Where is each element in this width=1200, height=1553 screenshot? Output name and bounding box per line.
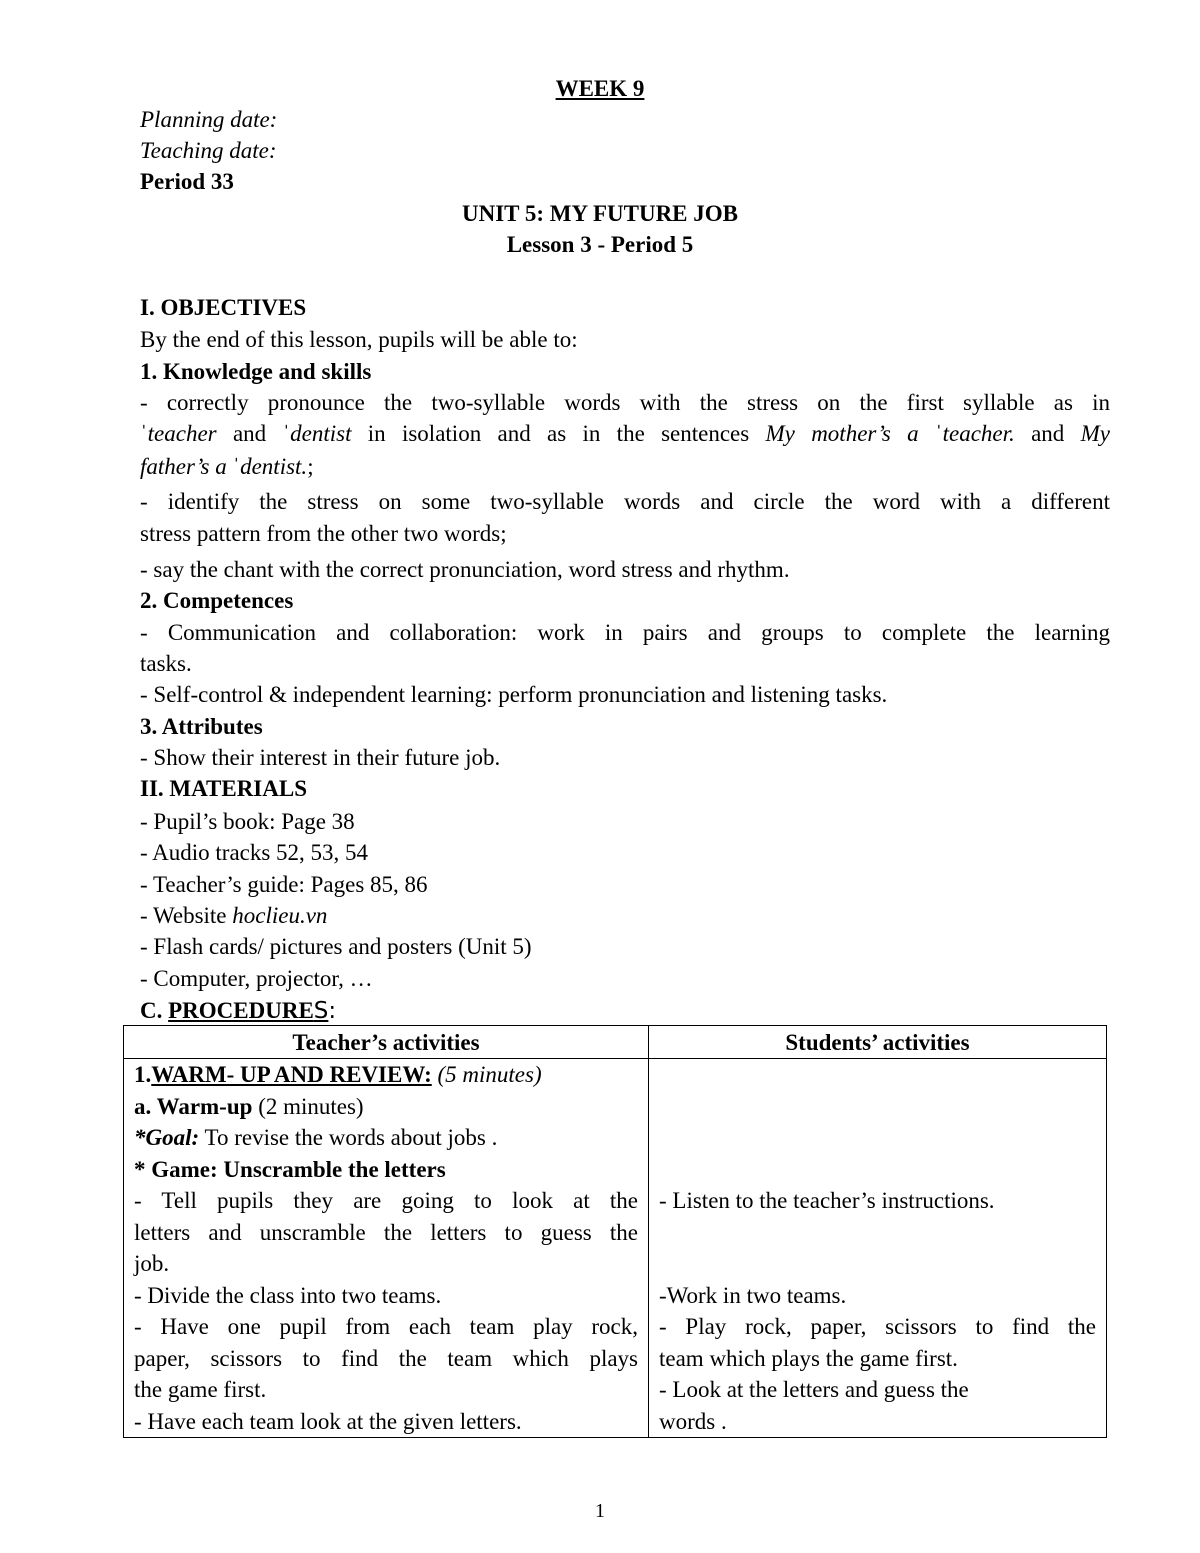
teacher-step-3-line2: paper, scissors to find the team which plays — [134, 1345, 638, 1371]
knowledge-item-1-line1: - correctly pronounce the two-syllable words with the stress on the first syllable as in — [140, 390, 1110, 415]
competence-1-line1: - Communication and collaboration: work in pairs and groups to complete the learning — [140, 620, 1110, 645]
stress-word-teacher: ˈteacher — [140, 421, 217, 446]
teacher-step-3-line1: - Have one pupil from each team play rock, — [134, 1314, 638, 1339]
student-activities-cell — [649, 1059, 1107, 1438]
table-row — [124, 1059, 1107, 1438]
teacher-step-4: - Have each team look at the given letters. — [134, 1408, 522, 1434]
unit-title: UNIT 5: MY FUTURE JOB — [461, 201, 738, 226]
knowledge-item-2-line2: stress pattern from the other two words; — [140, 521, 507, 546]
col-header-teacher: Teacher’s activities — [124, 1026, 649, 1059]
planning-date: Planning date: — [140, 107, 278, 132]
student-step-2: -Work in two teams. — [659, 1282, 847, 1308]
material-3: - Teacher’s guide: Pages 85, 86 — [140, 872, 428, 897]
game-line — [134, 1154, 638, 1186]
goal-line — [134, 1122, 638, 1154]
spacer — [659, 1217, 1096, 1249]
spacer — [659, 1091, 1096, 1123]
materials-heading: II. MATERIALS — [140, 776, 307, 801]
attribute-1: - Show their interest in their future job. — [140, 745, 501, 770]
teacher-activities-cell — [124, 1059, 649, 1438]
spacer — [659, 1154, 1096, 1186]
game-prefix: * Game — [134, 1156, 211, 1182]
warmup-sub-heading — [134, 1091, 638, 1123]
competences-heading: 2. Competences — [140, 588, 294, 613]
teacher-step-2: - Divide the class into two teams. — [134, 1282, 442, 1308]
table-header-row — [124, 1026, 1107, 1059]
sentence-father-start: My — [1080, 421, 1110, 446]
procedures-word-text: PROCEDURE — [168, 998, 314, 1023]
procedures-heading — [140, 995, 1110, 1027]
warmup-title: WARM- UP AND REVIEW: — [151, 1062, 432, 1087]
teacher-step-1-line2: letters and unscramble the letters to guess the — [134, 1219, 638, 1245]
page-number: 1 — [595, 1500, 605, 1522]
goal-label: *Goal: — [134, 1125, 200, 1150]
objectives-heading: I. OBJECTIVES — [140, 295, 307, 320]
warmup-number: 1. — [134, 1062, 152, 1087]
warmup-label: a. Warm-up — [134, 1093, 253, 1119]
text-mid: in isolation and as in the sentences — [351, 421, 766, 446]
teacher-step-3-line3: the game first. — [134, 1377, 267, 1402]
warmup-heading — [134, 1059, 638, 1091]
week-title: WEEK 9 — [555, 76, 645, 101]
warmup-time: (5 minutes) — [431, 1062, 542, 1087]
material-6: - Computer, projector, … — [140, 966, 373, 991]
competence-2: - Self-control & independent learning: perform pronunciation and listening tasks. — [140, 682, 888, 707]
competence-1-line2: tasks. — [140, 651, 192, 676]
student-step-3-line2: team which plays the game first. — [659, 1345, 958, 1371]
website-link: hoclieu.vn — [232, 903, 328, 928]
knowledge-item-2-line1: - identify the stress on some two-syllable words and circle the word with a different — [140, 489, 1110, 514]
student-step-4-line2: words . — [659, 1408, 727, 1434]
procedures-table — [123, 1025, 1107, 1438]
knowledge-item-1-line2 — [140, 418, 1110, 449]
teaching-date: Teaching date: — [140, 138, 277, 163]
teacher-step-1-line3: job. — [134, 1251, 170, 1276]
material-2: - Audio tracks 52, 53, 54 — [140, 840, 369, 865]
stress-word-dentist: ˈdentist — [282, 421, 352, 446]
student-step-1: - Listen to the teacher’s instructions. — [659, 1188, 995, 1213]
lesson-title: Lesson 3 - Period 5 — [506, 232, 694, 257]
goal-text: To revise the words about jobs . — [199, 1125, 498, 1150]
text-and: and — [216, 421, 283, 446]
procedures-last-letter: S — [313, 998, 329, 1024]
procedures-word — [168, 998, 328, 1023]
website-prefix: - Website — [140, 903, 233, 928]
procedures-prefix: C. — [140, 998, 169, 1023]
teacher-step-1-line1: - Tell pupils they are going to look at the — [134, 1188, 638, 1213]
text-semicolon: ; — [307, 454, 314, 479]
student-step-4-line1: - Look at the letters and guess the — [659, 1377, 969, 1402]
attributes-heading: 3. Attributes — [140, 714, 263, 739]
sentence-father-end: father’s a ˈdentist. — [140, 454, 308, 479]
game-name: : Unscramble the letters — [210, 1156, 446, 1182]
objectives-intro: By the end of this lesson, pupils will be able to: — [140, 327, 578, 352]
warmup-sub-time: (2 minutes) — [252, 1093, 364, 1119]
col-header-students: Students’ activities — [649, 1026, 1107, 1059]
procedures-colon: : — [328, 998, 337, 1024]
text-and-2: and — [1014, 421, 1081, 446]
spacer — [659, 1248, 1096, 1280]
period: Period 33 — [140, 169, 234, 194]
knowledge-heading: 1. Knowledge and skills — [140, 359, 372, 384]
spacer — [659, 1122, 1096, 1154]
student-step-3-line1: - Play rock, paper, scissors to find the — [659, 1314, 1096, 1339]
sentence-mother: My mother’s a ˈteacher. — [765, 421, 1015, 446]
spacer — [659, 1059, 1096, 1091]
material-5: - Flash cards/ pictures and posters (Unit 5) — [140, 934, 532, 959]
knowledge-item-1-line3 — [140, 451, 1110, 482]
knowledge-item-3: - say the chant with the correct pronunciation, word stress and rhythm. — [140, 557, 790, 582]
material-4 — [140, 900, 1110, 931]
material-1: - Pupil’s book: Page 38 — [140, 809, 355, 834]
